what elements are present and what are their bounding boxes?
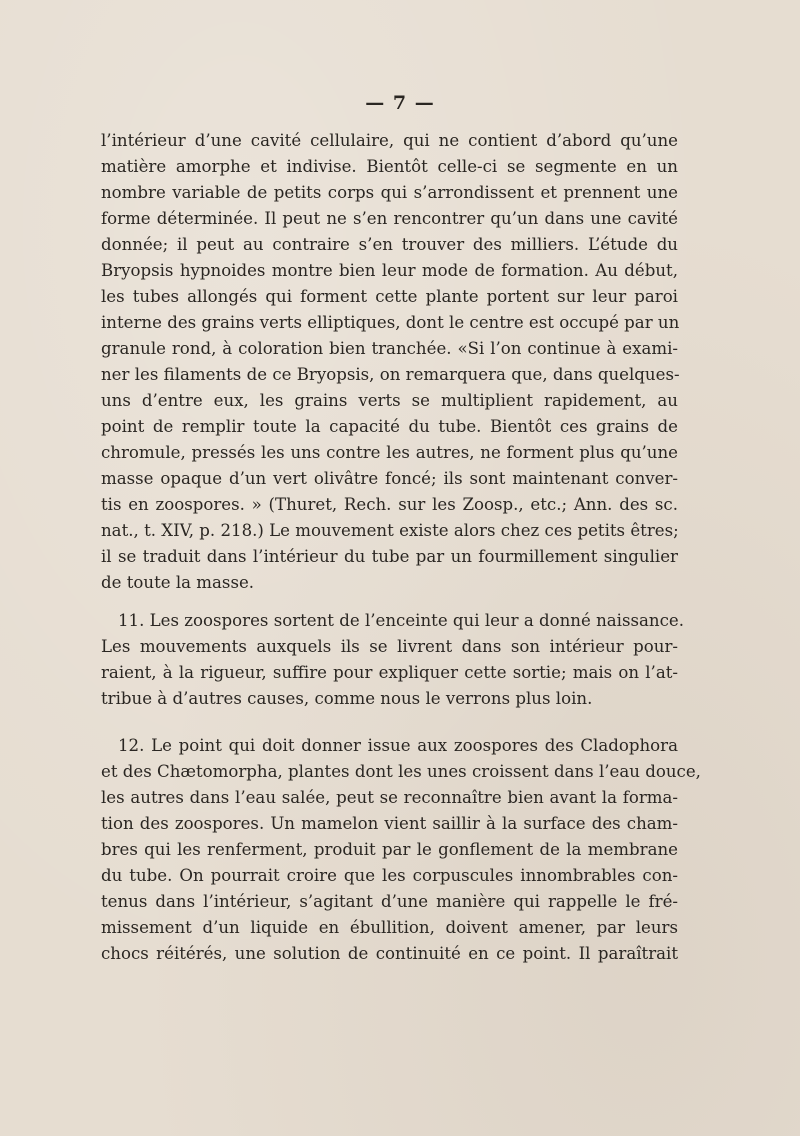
text-line: 11. Les zoospores sortent de l’enceinte qui leur a donné naissance. bbox=[118, 611, 684, 630]
text-line: Bryopsis hypnoides montre bien leur mode de formation. Au début, bbox=[101, 261, 678, 280]
paragraph-continuation bbox=[101, 128, 678, 596]
text-line: ner les filaments de ce Bryopsis, on remarquera que, dans quelques- bbox=[101, 365, 680, 384]
paragraph-12 bbox=[101, 733, 701, 967]
text-line: chromule, pressés les uns contre les autres, ne forment plus qu’une bbox=[101, 443, 678, 462]
text-line: tenus dans l’intérieur, s’agitant d’une manière qui rappelle le fré- bbox=[101, 892, 678, 911]
text-line: donnée; il peut au contraire s’en trouver des milliers. L’étude du bbox=[101, 235, 678, 254]
text-line: Les mouvements auxquels ils se livrent dans son intérieur pour- bbox=[101, 637, 678, 656]
text-line: bres qui les renferment, produit par le gonflement de la membrane bbox=[101, 840, 678, 859]
text-line: les autres dans l’eau salée, peut se reconnaître bien avant la forma- bbox=[101, 788, 678, 807]
text-line: forme déterminée. Il peut ne s’en rencontrer qu’un dans une cavité bbox=[101, 209, 678, 228]
text-line: tis en zoospores. » (Thuret, Rech. sur les Zoosp., etc.; Ann. des sc. bbox=[101, 495, 678, 514]
text-line: il se traduit dans l’intérieur du tube par un fourmillement singulier bbox=[101, 547, 678, 566]
text-line: les tubes allongés qui forment cette plante portent sur leur paroi bbox=[101, 287, 678, 306]
page-number: — 7 — bbox=[365, 92, 435, 114]
text-line: nat., t. XIV, p. 218.) Le mouvement existe alors chez ces petits êtres; bbox=[101, 521, 679, 540]
text-line: point de remplir toute la capacité du tube. Bientôt ces grains de bbox=[101, 417, 678, 436]
text-line: uns d’entre eux, les grains verts se multiplient rapidement, au bbox=[101, 391, 678, 410]
text-line: tribue à d’autres causes, comme nous le verrons plus loin. bbox=[101, 689, 593, 708]
paragraph-11 bbox=[101, 608, 684, 712]
text-line: nombre variable de petits corps qui s’arrondissent et prennent une bbox=[101, 183, 678, 202]
text-line: granule rond, à coloration bien tranchée. «Si l’on continue à exami- bbox=[101, 339, 678, 358]
text-line: 12. Le point qui doit donner issue aux zoospores des Cladophora bbox=[118, 736, 678, 755]
text-line: missement d’un liquide en ébullition, doivent amener, par leurs bbox=[101, 918, 678, 937]
text-line: chocs réitérés, une solution de continuité en ce point. Il paraîtrait bbox=[101, 944, 678, 963]
text-line: tion des zoospores. Un mamelon vient saillir à la surface des cham- bbox=[101, 814, 678, 833]
text-line: interne des grains verts elliptiques, dont le centre est occupé par un bbox=[101, 313, 680, 332]
text-line: et des Chætomorpha, plantes dont les unes croissent dans l’eau douce, bbox=[101, 762, 701, 781]
text-line: masse opaque d’un vert olivâtre foncé; ils sont maintenant conver- bbox=[101, 469, 678, 488]
text-line: de toute la masse. bbox=[101, 573, 255, 592]
text-line: du tube. On pourrait croire que les corpuscules innombrables con- bbox=[101, 866, 678, 885]
text-line: l’intérieur d’une cavité cellulaire, qui ne contient d’abord qu’une bbox=[101, 131, 678, 150]
text-line: matière amorphe et indivise. Bientôt celle-ci se segmente en un bbox=[101, 157, 678, 176]
text-line: raient, à la rigueur, suffire pour expliquer cette sortie; mais on l’at- bbox=[101, 663, 678, 682]
